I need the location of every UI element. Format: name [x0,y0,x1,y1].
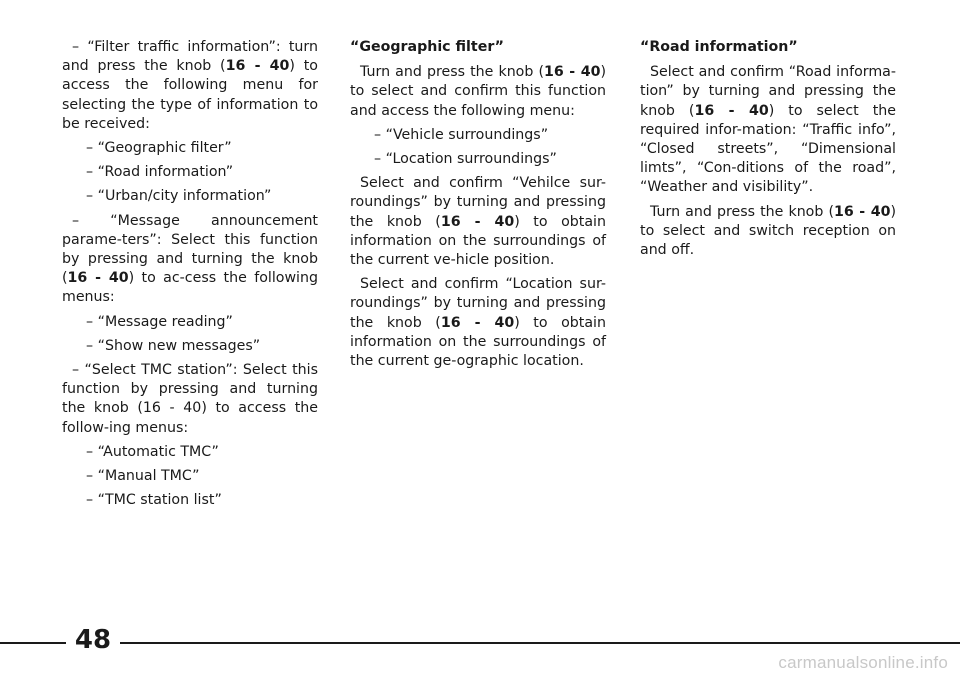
list-item: – “TMC station list” [86,492,222,509]
knob-reference: 16 - 40 [694,102,769,119]
reception-paragraph: Turn and press the knob (16 - 40) to select and switch reception on and off. [640,203,896,259]
list-item: – “Road information” [86,164,234,181]
list-item: – “Automatic TMC” [86,443,219,460]
list-item: – “Location surroundings” [374,151,557,168]
message-announcement-paragraph: – “Message announcement parame-ters”: Select this function by pressing and turning the knob (16 - 40) to ac-cess the following menus: [62,212,318,306]
knob-reference: 16 - 40 [67,270,129,287]
list-item: – “Urban/city information” [86,188,272,205]
middle-column [350,38,606,376]
knob-reference: 16 - 40 [544,64,601,81]
footer-rule-right [120,642,960,644]
geographic-filter-paragraph: Turn and press the knob (16 - 40) to select and confirm this function and access the following menu: [350,64,606,119]
filter-traffic-paragraph: – “Filter traffic information”: turn and press the knob (16 - 40) to access the following menu for selecting the type of information to be received: [62,39,318,132]
list-item: – “Message reading” [86,313,233,330]
list-item: – “Vehicle surroundings” [374,126,549,143]
footer-rule-left [0,642,66,644]
vehicle-surroundings-paragraph: Select and confirm “Vehilce sur-roundings” by turning and pressing the knob (16 - 40) to obtain information on the surroundings of the current ve-hicle position. [350,175,606,269]
location-surroundings-paragraph: Select and confirm “Location sur-roundings” by turning and pressing the knob (16 - 40) to obtain information on the surroundings of the current ge-ographic location. [350,276,606,370]
knob-reference: 16 - 40 [225,58,290,75]
list-item: – “Geographic filter” [86,140,232,157]
road-information-paragraph: Select and confirm “Road informa-tion” by turning and pressing the knob (16 - 40) to select the required infor-mation: “Traffic info”, “Closed streets”, “Dimensional limts”, “Con-ditions of the road”, “Weather and visibility”. [640,64,896,196]
geographic-filter-heading: “Geographic filter” [350,39,504,55]
list-item: – “Manual TMC” [86,468,200,485]
knob-reference: 16 - 40 [440,213,515,230]
knob-reference: 16 - 40 [834,203,891,220]
list-item: – “Show new messages” [86,337,261,354]
left-column [62,38,318,515]
knob-reference: 16 - 40 [440,314,515,331]
page-number: 48 [74,625,112,655]
select-tmc-paragraph: – “Select TMC station”: Select this function by pressing and turning the knob (16 - 40) to access the follow-ing menus: [62,362,318,436]
watermark: carmanualsonline.info [778,653,948,672]
right-column [640,38,896,265]
road-information-heading: “Road information” [640,39,798,55]
